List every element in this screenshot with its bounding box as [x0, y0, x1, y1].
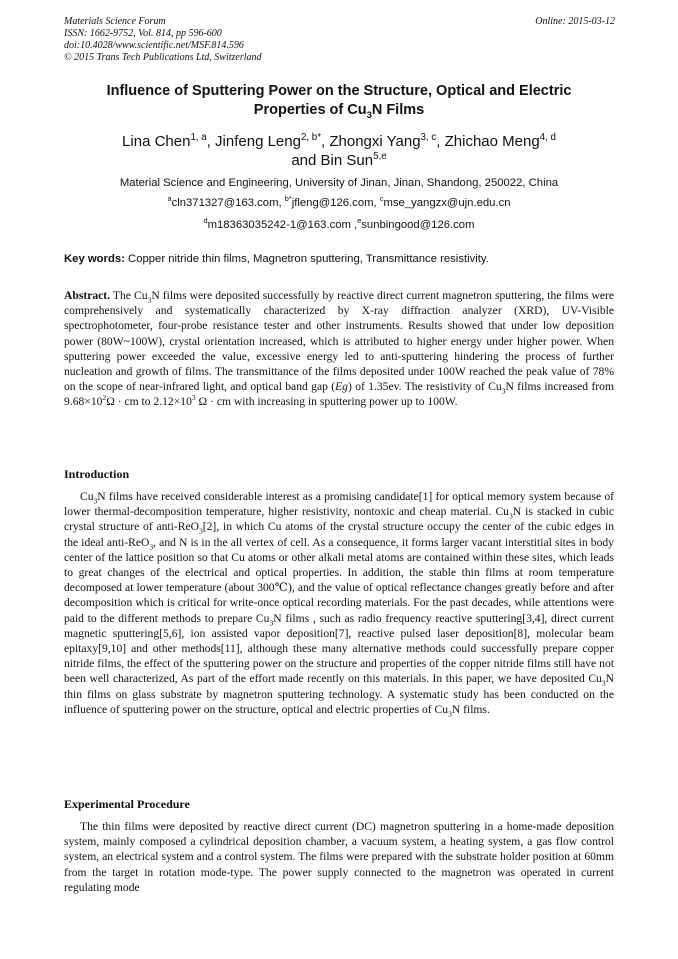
paper-title: [64, 82, 614, 120]
abstract-text: The Cu: [110, 289, 148, 302]
email-address: mse_yangzx@ujn.edu.cn: [383, 197, 511, 209]
authors-line-2: [64, 151, 614, 170]
email-mark: d: [203, 216, 208, 226]
email-mark: c: [379, 194, 384, 204]
abstract-paragraph: [64, 288, 614, 410]
author-name: Lina Chen: [122, 133, 191, 150]
author-mark: 5,e: [373, 151, 387, 162]
band-gap-symbol: Eg: [335, 380, 348, 394]
subscript: 3: [508, 511, 513, 521]
author-list: [64, 132, 614, 170]
issn-line: ISSN: 1662-9752, Vol. 814, pp 596-600: [64, 28, 222, 39]
email-mark: b*: [284, 194, 292, 204]
author-mark: 1, a: [190, 132, 207, 143]
online-date: Online: 2015-03-12: [535, 16, 615, 27]
email-mark: e: [357, 216, 362, 226]
subscript: 3: [93, 496, 98, 506]
author-name: Zhichao Meng: [444, 133, 540, 150]
subscript: 3: [149, 541, 154, 551]
superscript: 3: [191, 393, 196, 403]
abstract-text: ) of 1.35ev. The resistivity of Cu: [347, 380, 502, 394]
title-line-1: Influence of Sputtering Power on the Structure, Optical and Electric: [106, 83, 572, 99]
intro-text: Cu: [80, 490, 94, 503]
author-name: Zhongxi Yang: [329, 133, 421, 150]
subscript: 3: [601, 678, 606, 688]
journal-name: Materials Science Forum: [64, 16, 166, 27]
author-mark: 2, b*: [300, 132, 322, 143]
abstract-label: Abstract.: [64, 289, 111, 302]
subscript: 3: [448, 709, 452, 719]
journal-header: [64, 16, 262, 64]
title-text: N Films: [371, 102, 425, 118]
email-address: jfleng@126.com,: [291, 197, 380, 209]
email-address: sunbingood@126.com: [361, 219, 475, 231]
intro-text: N films , such as radio frequency reactive sputtering[3,4], direct current magnetic sputtering[5,6], ion assisted vapor deposition[7], reactive pulsed laser deposition[8], molecular beam epitaxy[9,10] and other methods[11], although these many alternative methods could successfully prepare copper nitride films, the effect of the sputtering power on the structure and properties of the copper nitride films still have not been well characterized, As part of the effort made recently on this materials. In this paper, we have deposited Cu: [64, 611, 614, 686]
author-mark: 4, d: [539, 132, 556, 143]
subscript: 3: [147, 295, 152, 305]
keywords-text: Copper nitride thin films, Magnetron sputtering, Transmittance resistivity.: [124, 253, 489, 265]
intro-text: , and N is in the all vertex of cell. As a consequence, it forms larger vacant interstitial sites in body center of the lattice position so that Cu atoms or other alkali metal atoms are contained within these sites, which leads to great changes of the electrical and optical properties. In addition, the stable thin films at room temperature decomposed at lower temperature (about 300℃), and the value of optical reflectance changes greatly before and after decomposition which is critical for write-once optical recording materials. For the past decades, while attentions were paid to the different methods to prepare Cu: [64, 535, 614, 625]
affiliation: Material Science and Engineering, University of Jinan, Jinan, Shandong, 250022, China: [119, 177, 559, 189]
author-name: Bin Sun: [320, 152, 374, 169]
email-address: cln371327@163.com,: [171, 197, 285, 209]
introduction-paragraph: [64, 489, 614, 717]
email-line-2: [64, 218, 614, 232]
abstract-text: Ω · cm to 2.12×10: [106, 395, 192, 409]
title-text: Properties of Cu: [253, 102, 367, 118]
intro-text: N is stacked in cubic crystal structure of anti-ReO: [64, 505, 614, 534]
subscript: 3: [199, 526, 203, 536]
abstract-text: N films were deposited successfully by reactive direct current magnetron sputtering, the films were comprehensively and systematically characterized by X-ray diffraction analyzer (XRD), UV-Visible spectrophotometer, four-probe resistance tester and other instruments. Results showed that under low deposition power (80W~100W), crystal orientation increased, which is attributed to higher energy under higher power. When sputtering power exceeded the value, excessive energy led to anti-sputtering hindering the process of further nucleation and growth of films. The transmittance of the films deposited under 100W reached the peak value of 78% on the scope of near-infrared light, and optical band gap (: [64, 289, 614, 394]
experimental-paragraph: The thin films were deposited by reactive direct current (DC) magnetron sputtering in a home-made deposition system, mainly composed a cylindrical deposition chamber, a vacuum system, a heating system, a gas flow control system, an electrical system and a control system. The films were prepared with the substrate holder position at 60mm from the target in rotation mode-type. The power supply connected to the magnetron was operated in current regulating mode: [64, 820, 614, 894]
keywords: [64, 252, 614, 266]
authors-line-1: Lina Chen$^{1, a}$, Jinfeng Leng$^{2, b*}$, Zhongxi Yang$^{3, c}$, Zhichao Meng$^{4, d}$: [122, 132, 556, 150]
section-heading-experimental: Experimental Procedure: [64, 797, 190, 811]
email-line-1: [64, 196, 614, 210]
superscript: 2: [102, 393, 107, 403]
intro-text: N thin films on glass substrate by magnetron sputtering technology. A systematic study has been conducted on the influence of sputtering power on the structure, optical and electric properties of Cu: [64, 672, 614, 716]
author-conjunction: and: [291, 152, 321, 169]
intro-text: N films.: [451, 702, 490, 716]
intro-text: N films have received considerable interest as a promising candidate[1] for optical memory system because of lower thermal-decomposition temperature, higher resistivity, nontoxic and cheap material. Cu: [64, 490, 614, 519]
author-mark: 3, c: [420, 132, 437, 143]
section-heading-introduction: Introduction: [64, 467, 130, 481]
subscript: 3: [501, 386, 506, 396]
keywords-label: Key words:: [64, 253, 125, 265]
author-name: Jinfeng Leng: [215, 133, 301, 150]
intro-text: [2], in which Cu atoms of the crystal structure occupy the center of the cubic edges in the ideal anti-ReO: [64, 520, 614, 549]
title-subscript: 3: [366, 108, 372, 120]
subscript: 3: [269, 617, 274, 627]
email-mark: a: [167, 194, 172, 204]
abstract-text: N films increased from 9.68×10: [64, 380, 614, 409]
copyright-line: © 2015 Trans Tech Publications Ltd, Switzerland: [64, 52, 262, 63]
email-address: m18363035242-1@163.com ,: [207, 219, 358, 231]
abstract-text: Ω · cm with increasing in sputtering power up to 100W.: [195, 395, 458, 409]
title-line-2: [64, 101, 614, 120]
doi-line: doi:10.4028/www.scientific.net/MSF.814.596: [64, 40, 244, 51]
